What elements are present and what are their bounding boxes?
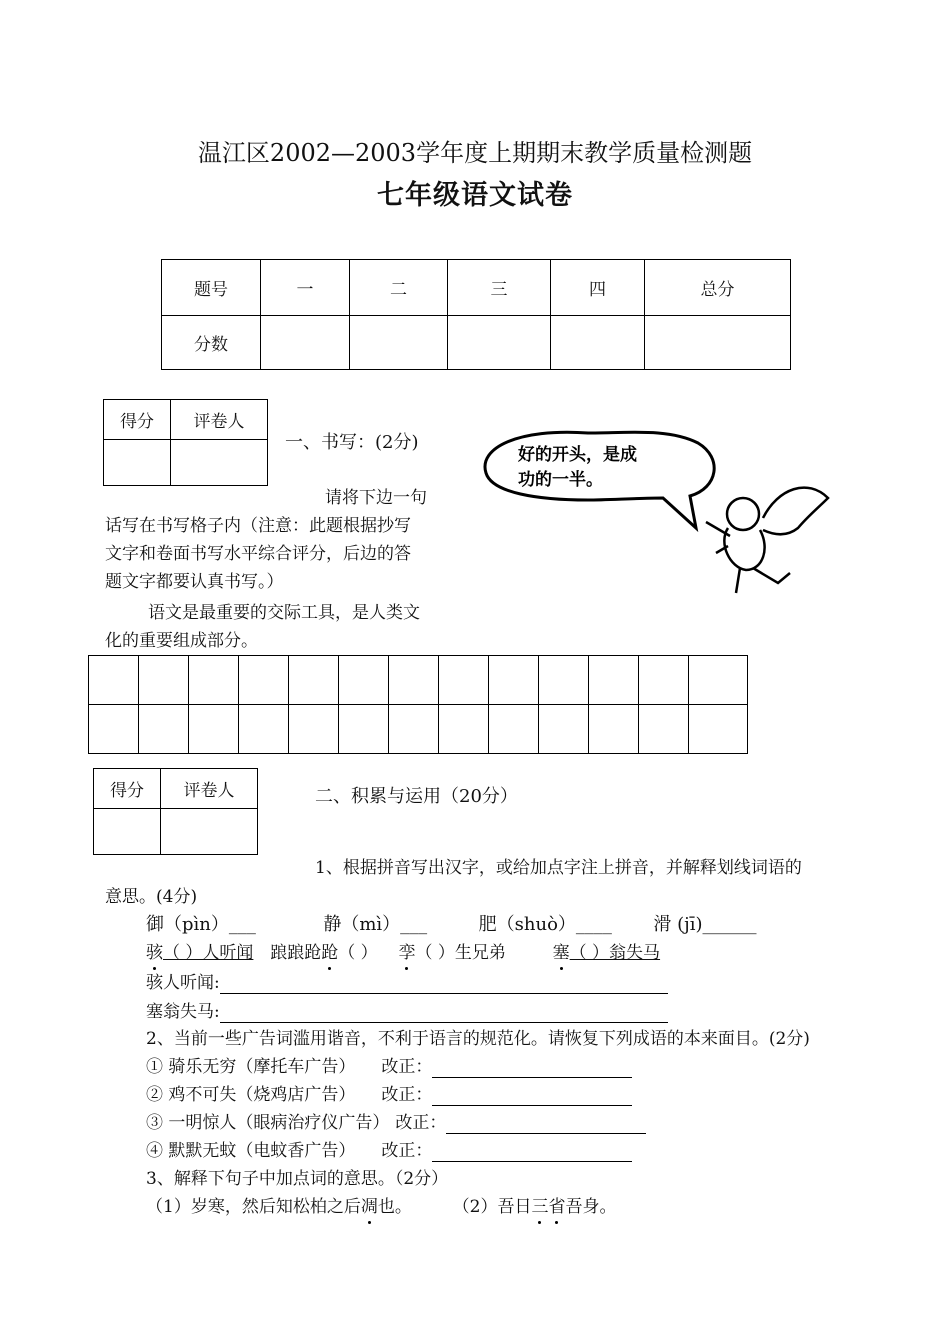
sentence-text: 也。 — [377, 1197, 412, 1217]
answer-line[interactable] — [432, 1087, 632, 1106]
explain-line-2 — [146, 1001, 668, 1023]
writing-grid — [88, 655, 748, 754]
writing-cell[interactable] — [439, 656, 489, 705]
dotted-char: 孪 — [398, 943, 416, 963]
answer-line[interactable] — [220, 975, 668, 994]
pinyin-char: 静 — [323, 914, 342, 935]
dotted-char: 骇 — [146, 943, 163, 963]
grader-score-label: 得分 — [94, 769, 161, 809]
ad-row — [146, 1112, 646, 1134]
grader-name-cell[interactable] — [171, 440, 268, 486]
grader-score-label: 得分 — [104, 400, 171, 440]
writing-cell[interactable] — [289, 705, 339, 754]
writing-cell[interactable] — [589, 705, 639, 754]
writing-cell[interactable] — [639, 705, 689, 754]
exam-title: 七年级语文试卷 — [377, 180, 573, 211]
pinyin-row — [146, 914, 756, 936]
question-3-sentences — [146, 1196, 616, 1218]
pinyin-blank[interactable]: （ ）生兄弟 — [415, 943, 506, 963]
table-header-cell: 三 — [448, 260, 551, 316]
ad-slogan: ④ 默默无蚊（电蚊香广告） — [146, 1141, 356, 1161]
pinyin-char: 御 — [146, 914, 164, 935]
writing-cell[interactable] — [139, 656, 189, 705]
score-cell[interactable] — [350, 316, 448, 370]
writing-cell[interactable] — [139, 705, 189, 754]
writing-cell[interactable] — [339, 656, 389, 705]
answer-line[interactable] — [220, 1004, 668, 1023]
sentence-text: 吾身。 — [565, 1197, 617, 1217]
idiom-text: 踉踉跄 — [270, 943, 322, 963]
cupid-illustration — [478, 418, 848, 603]
underlined-idiom[interactable]: （ ）翁失马 — [569, 943, 661, 963]
grader-box-2 — [93, 768, 258, 855]
explain-label: 骇人听闻: — [146, 973, 220, 993]
dotted-char: 凋 — [360, 1197, 378, 1217]
score-summary-table — [161, 259, 791, 370]
writing-cell[interactable] — [389, 705, 439, 754]
question-3-text: 3、解释下句子中加点词的意思。（2分） — [146, 1169, 449, 1189]
score-cell[interactable] — [551, 316, 645, 370]
section-1-instruction: 文字和卷面书写水平综合评分，后边的答 — [105, 544, 411, 564]
writing-cell[interactable] — [389, 656, 439, 705]
dotted-char: 跄 — [321, 943, 339, 963]
answer-line[interactable] — [446, 1115, 646, 1134]
writing-cell[interactable] — [539, 656, 589, 705]
table-header-cell: 四 — [551, 260, 645, 316]
ad-row — [146, 1056, 632, 1078]
dotted-char: 塞 — [552, 943, 570, 963]
grader-score-cell[interactable] — [94, 809, 161, 855]
grader-name-label: 评卷人 — [161, 769, 258, 809]
ad-slogan: ② 鸡不可失（烧鸡店广告） — [146, 1085, 356, 1105]
bubble-line-1: 好的开头，是成 — [518, 445, 637, 465]
score-cell[interactable] — [645, 316, 791, 370]
explain-line-1 — [146, 972, 668, 994]
writing-cell[interactable] — [239, 705, 289, 754]
section-2-title: 二、积累与运用（20分） — [315, 786, 518, 807]
question-1-text: 意思。(4分) — [105, 887, 198, 907]
pinyin-blank[interactable]: （shuò）____ — [496, 914, 612, 935]
writing-cell[interactable] — [689, 656, 748, 705]
fix-label: 改正： — [381, 1141, 433, 1161]
writing-cell[interactable] — [489, 705, 539, 754]
pinyin-blank[interactable]: （ ） — [338, 943, 378, 963]
writing-cell[interactable] — [89, 705, 139, 754]
grader-score-cell[interactable] — [104, 440, 171, 486]
ad-slogan: ① 骑乐无穷（摩托车广告） — [146, 1057, 356, 1077]
question-1-text: 1、根据拼音写出汉字，或给加点字注上拼音，并解释划线词语的 — [315, 858, 802, 878]
fix-label: 改正： — [381, 1085, 433, 1105]
grader-name-label: 评卷人 — [171, 400, 268, 440]
writing-cell[interactable] — [489, 656, 539, 705]
sentence-text: （2）吾日 — [452, 1197, 532, 1217]
fix-label: 改正： — [395, 1113, 447, 1133]
sentence-text: （1）岁寒，然后知松柏之后 — [146, 1197, 361, 1217]
dotted-char: 省 — [548, 1197, 566, 1217]
score-cell[interactable] — [448, 316, 551, 370]
pinyin-blank[interactable]: （mì）___ — [341, 914, 428, 935]
grader-name-cell[interactable] — [161, 809, 258, 855]
ad-row — [146, 1140, 632, 1162]
pinyin-blank[interactable]: （pìn）___ — [164, 914, 256, 935]
dotted-char: 三 — [531, 1197, 549, 1217]
question-2-text: 2、当前一些广告词滥用谐音，不利于语言的规范化。请恢复下列成语的本来面目。(2分) — [146, 1029, 810, 1049]
dotted-char-row — [146, 942, 660, 964]
table-header-cell: 总分 — [645, 260, 791, 316]
writing-cell[interactable] — [189, 656, 239, 705]
pinyin-char: 滑 — [653, 914, 672, 935]
table-header-cell: 题号 — [162, 260, 261, 316]
ad-slogan: ③ 一明惊人（眼病治疗仪广告） — [146, 1113, 390, 1133]
writing-cell[interactable] — [539, 705, 589, 754]
section-1-title: 一、书写：(2分) — [285, 432, 419, 453]
ad-row — [146, 1084, 632, 1106]
table-row-label: 分数 — [162, 316, 261, 370]
table-header-cell: 二 — [350, 260, 448, 316]
copy-sentence: 语文是最重要的交际工具，是人类文 — [148, 603, 420, 623]
writing-cell[interactable] — [589, 656, 639, 705]
pinyin-char: 肥 — [478, 914, 497, 935]
underlined-idiom[interactable]: （ ）人听闻 — [163, 943, 254, 963]
pinyin-blank[interactable]: (jī)______ — [671, 914, 757, 935]
score-cell[interactable] — [261, 316, 350, 370]
writing-cell[interactable] — [239, 656, 289, 705]
writing-cell[interactable] — [89, 656, 139, 705]
writing-cell[interactable] — [339, 705, 389, 754]
section-1-instruction: 请将下边一句 — [325, 488, 427, 508]
explain-label: 塞翁失马: — [146, 1002, 220, 1022]
answer-line[interactable] — [432, 1059, 632, 1078]
copy-sentence: 化的重要组成部分。 — [105, 631, 258, 651]
table-header-cell: 一 — [261, 260, 350, 316]
writing-cell[interactable] — [189, 705, 239, 754]
writing-cell[interactable] — [689, 705, 748, 754]
grader-box-1 — [103, 399, 268, 486]
writing-cell[interactable] — [289, 656, 339, 705]
fix-label: 改正： — [381, 1057, 433, 1077]
answer-line[interactable] — [432, 1143, 632, 1162]
writing-cell[interactable] — [439, 705, 489, 754]
writing-cell[interactable] — [639, 656, 689, 705]
exam-header: 温江区2002—2003学年度上期期末教学质量检测题 — [197, 139, 753, 167]
section-1-instruction: 话写在书写格子内（注意：此题根据抄写 — [105, 516, 411, 536]
bubble-line-2: 功的一半。 — [518, 470, 603, 490]
section-1-instruction: 题文字都要认真书写。） — [105, 572, 284, 592]
